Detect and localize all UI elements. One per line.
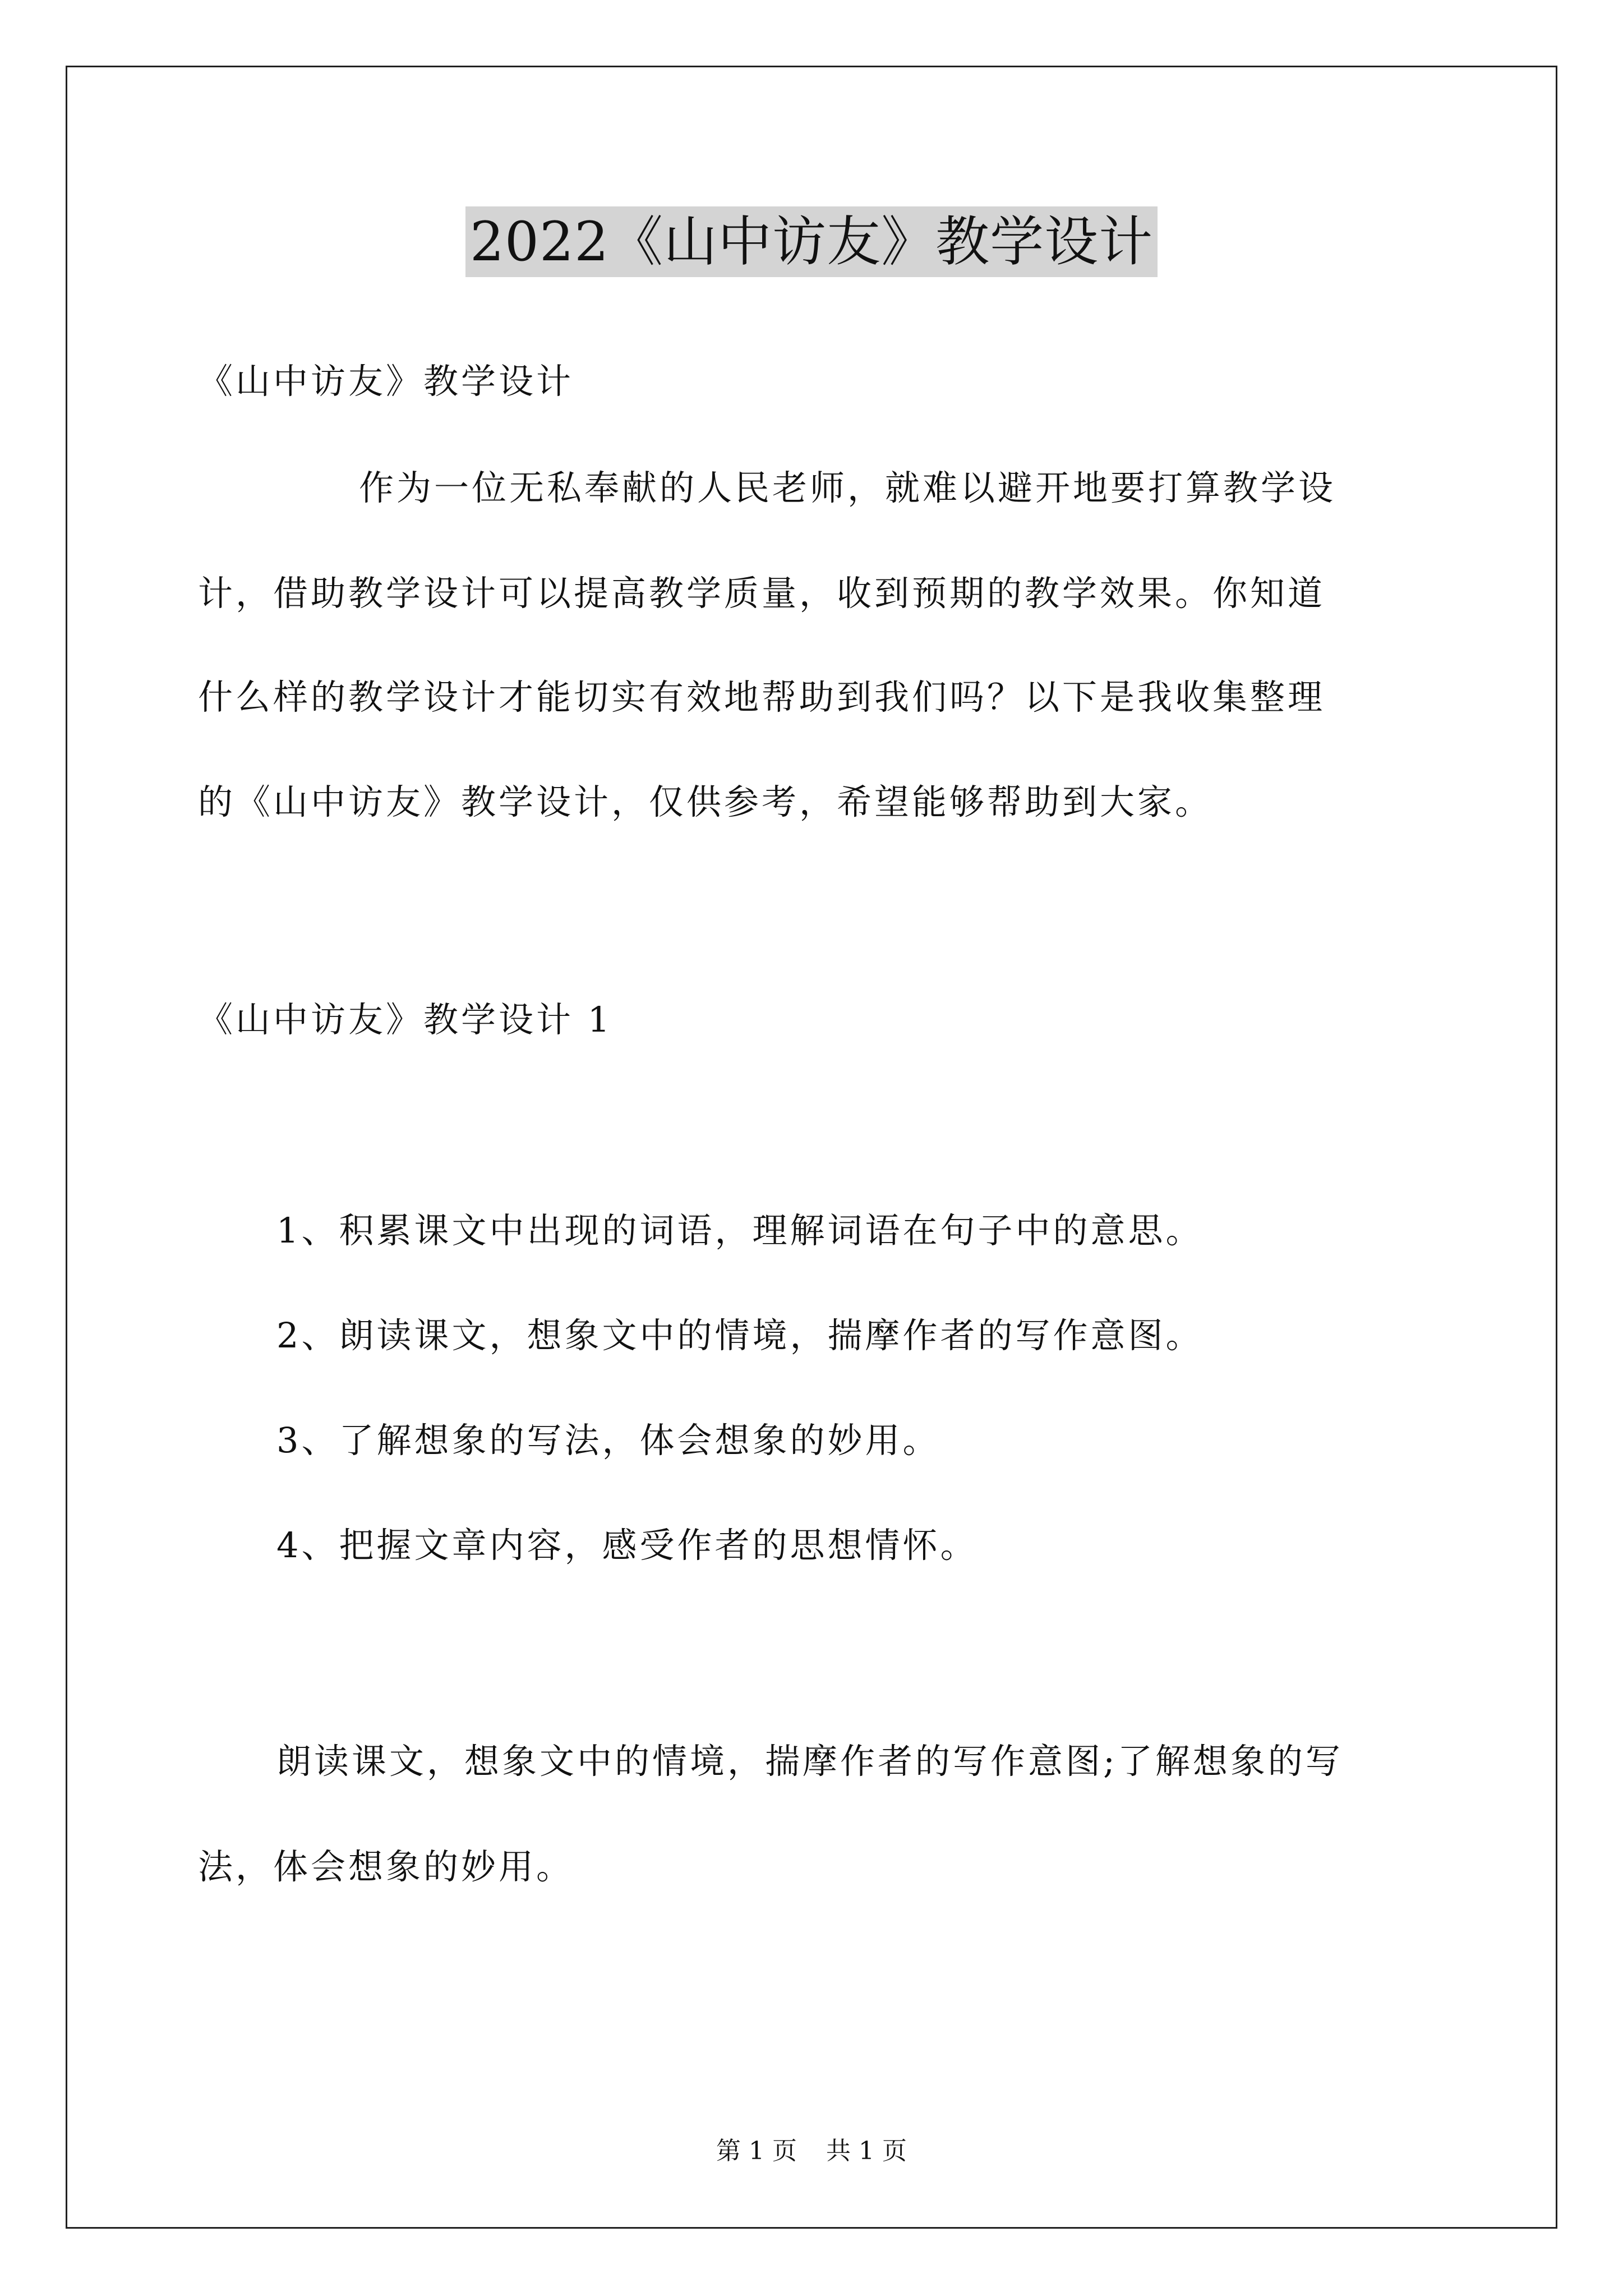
intro-line-2: 计，借助教学设计可以提高教学质量，收到预期的教学效果。你知道	[198, 573, 1326, 614]
title-container	[0, 206, 1623, 277]
intro-line-1: 作为一位无私奉献的人民老师，就难以避开地要打算教学设	[359, 467, 1336, 508]
page-number: 第 1 页	[716, 2137, 797, 2165]
focus-line-1: 朗读课文，想象文中的情境，揣摩作者的写作意图;了解想象的写	[276, 1741, 1343, 1782]
intro-line-4: 的《山中访友》教学设计，仅供参考，希望能够帮助到大家。	[198, 781, 1213, 822]
page-footer	[0, 2134, 1623, 2168]
objective-3: 3、了解想象的写法，体会想象的妙用。	[276, 1420, 940, 1461]
section-heading: 《山中访友》教学设计 1	[198, 999, 613, 1040]
objective-2: 2、朗读课文，想象文中的情境，揣摩作者的写作意图。	[276, 1315, 1204, 1356]
intro-line-3: 什么样的教学设计才能切实有效地帮助到我们吗？以下是我收集整理	[198, 677, 1326, 717]
page-title: 2022《山中访友》教学设计	[465, 206, 1158, 277]
subtitle: 《山中访友》教学设计	[198, 361, 574, 402]
page-total: 共 1 页	[826, 2137, 907, 2165]
objective-4: 4、把握文章内容，感受作者的思想情怀。	[276, 1525, 978, 1566]
objective-1: 1、积累课文中出现的词语，理解词语在句子中的意思。	[276, 1210, 1204, 1251]
focus-line-2: 法，体会想象的妙用。	[198, 1846, 574, 1887]
